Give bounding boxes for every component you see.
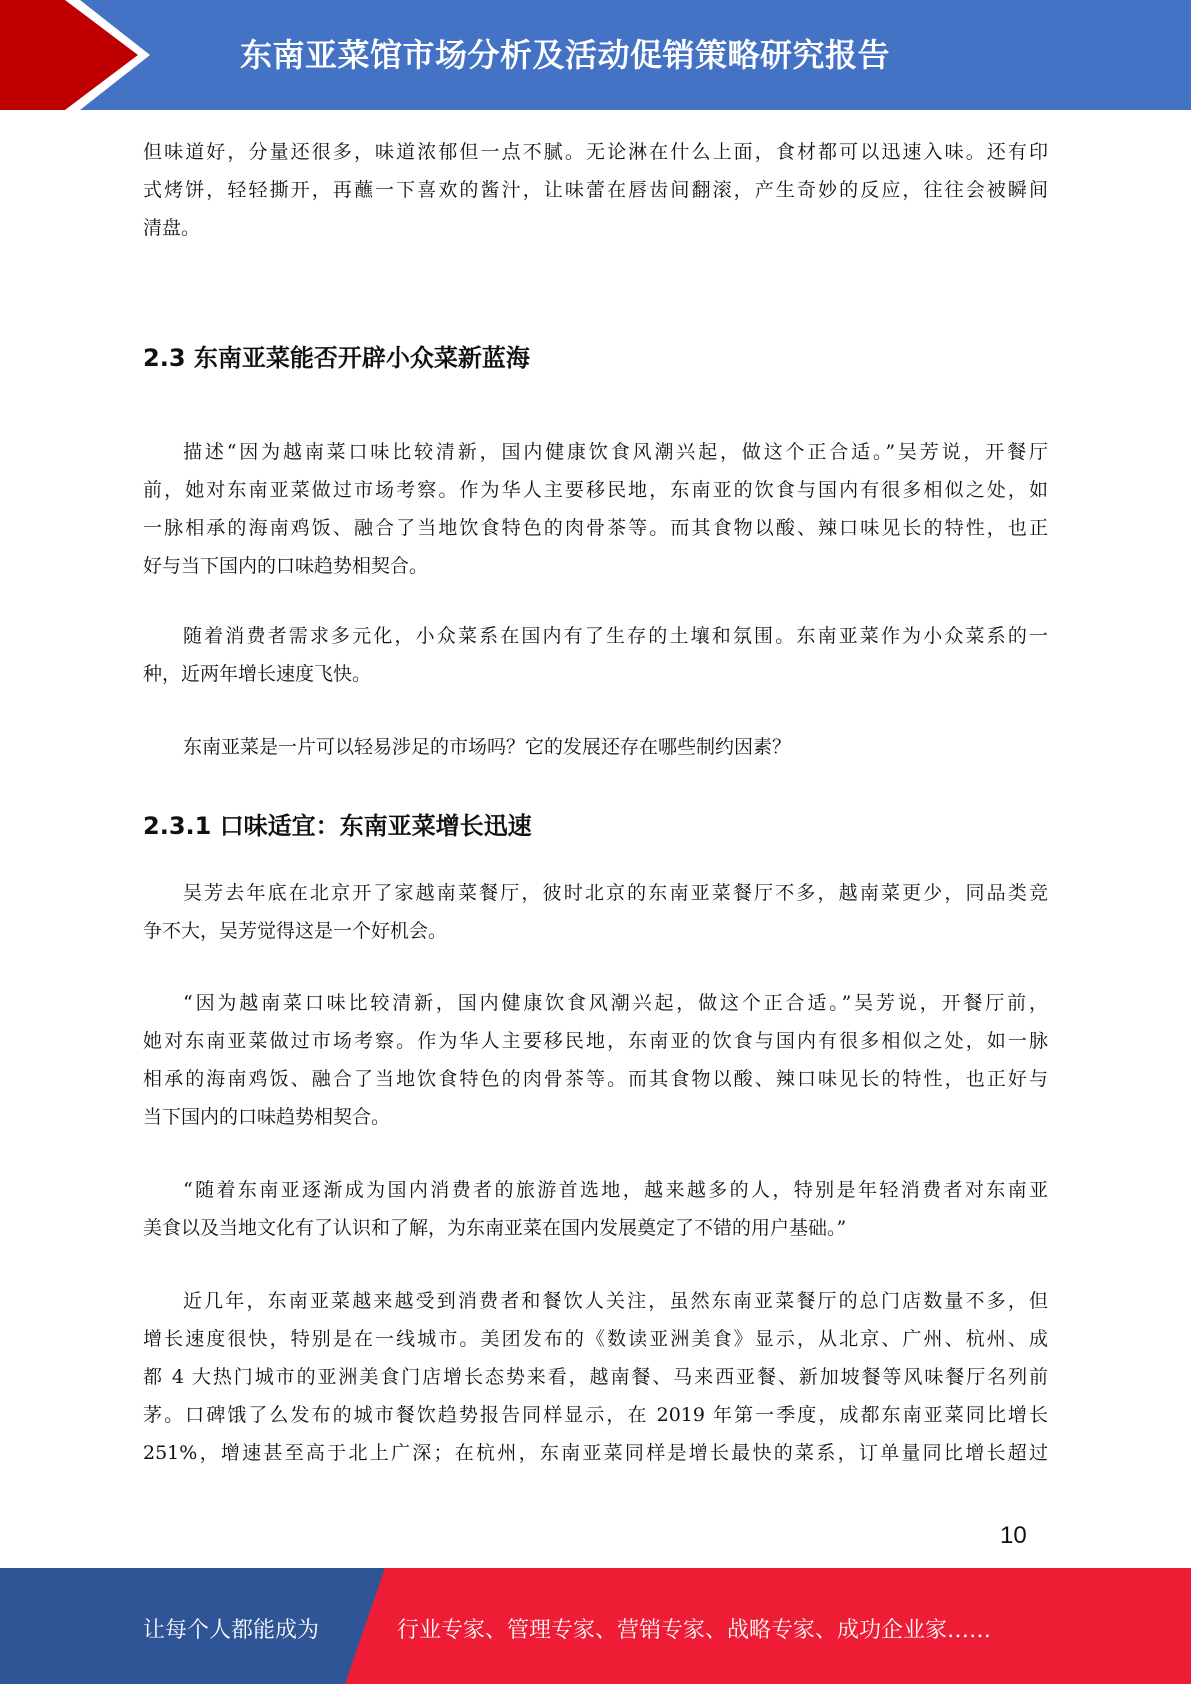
paragraph-line: 种，近两年增长速度飞快。 <box>143 663 372 685</box>
footer-slogan-left: 让每个人都能成为 <box>143 1618 320 1643</box>
paragraph-line: “随着东南亚逐渐成为国内消费者的旅游首选地，越来越多的人，特别是年轻消费者对东南亚 <box>183 1179 1048 1201</box>
paragraph-line: 随着消费者需求多元化，小众菜系在国内有了生存的土壤和氛围。东南亚菜作为小众菜系的一 <box>183 625 1048 647</box>
paragraph-line: 一脉相承的海南鸡饭、融合了当地饮食特色的肉骨茶等。而其食物以酸、辣口味见长的特性，也正 <box>143 517 1048 539</box>
paragraph-line: 吴芳去年底在北京开了家越南菜餐厅，彼时北京的东南亚菜餐厅不多，越南菜更少，同品类竞 <box>183 882 1048 904</box>
paragraph-line: 好与当下国内的口味趋势相契合。 <box>143 555 429 577</box>
paragraph-line: 东南亚菜是一片可以轻易涉足的市场吗？它的发展还存在哪些制约因素？ <box>183 736 792 758</box>
footer-slogan-right: 行业专家、管理专家、营销专家、战略专家、成功企业家…… <box>397 1618 992 1643</box>
report-title: 东南亚菜馆市场分析及活动促销策略研究报告 <box>240 36 891 74</box>
paragraph-line: 251%，增速甚至高于北上广深；在杭州，东南亚菜同样是增长最快的菜系，订单量同比增长超过 <box>143 1442 1048 1464</box>
page-header <box>0 0 1191 110</box>
paragraph-line: 增长速度很快，特别是在一线城市。美团发布的《数读亚洲美食》显示，从北京、广州、杭州、成 <box>143 1328 1048 1350</box>
paragraph-line: 描述“因为越南菜口味比较清新，国内健康饮食风潮兴起，做这个正合适。”吴芳说，开餐厅 <box>183 441 1048 463</box>
section-heading: 2.3.1 口味适宜：东南亚菜增长迅速 <box>143 812 532 840</box>
page-number: 10 <box>1000 1522 1027 1549</box>
paragraph-line: 她对东南亚菜做过市场考察。作为华人主要移民地，东南亚的饮食与国内有很多相似之处，如一脉 <box>143 1030 1048 1052</box>
page-footer <box>0 1568 1191 1684</box>
paragraph-line: 美食以及当地文化有了认识和了解，为东南亚菜在国内发展奠定了不错的用户基础。” <box>143 1217 847 1239</box>
header-chevron-decoration <box>0 0 150 110</box>
paragraph-line: 前，她对东南亚菜做过市场考察。作为华人主要移民地，东南亚的饮食与国内有很多相似之处，如 <box>143 479 1048 501</box>
paragraph-line: 但味道好，分量还很多，味道浓郁但一点不腻。无论淋在什么上面，食材都可以迅速入味。还有印 <box>143 141 1048 163</box>
section-heading: 2.3 东南亚菜能否开辟小众菜新蓝海 <box>143 344 530 372</box>
paragraph-line: 式烤饼，轻轻撕开，再蘸一下喜欢的酱汁，让味蕾在唇齿间翻滚，产生奇妙的反应，往往会被瞬间 <box>143 179 1048 201</box>
paragraph-line: 近几年，东南亚菜越来越受到消费者和餐饮人关注，虽然东南亚菜餐厅的总门店数量不多，但 <box>183 1290 1048 1312</box>
paragraph-line: 清盘。 <box>143 217 201 239</box>
paragraph-line: “因为越南菜口味比较清新，国内健康饮食风潮兴起，做这个正合适。”吴芳说，开餐厅前， <box>183 992 1048 1014</box>
paragraph-line: 争不大，吴芳觉得这是一个好机会。 <box>143 920 448 942</box>
paragraph-line: 相承的海南鸡饭、融合了当地饮食特色的肉骨茶等。而其食物以酸、辣口味见长的特性，也正好与 <box>143 1068 1048 1090</box>
paragraph-line: 都 4 大热门城市的亚洲美食门店增长态势来看，越南餐、马来西亚餐、新加坡餐等风味餐厅名列前 <box>143 1366 1048 1388</box>
paragraph-line: 当下国内的口味趋势相契合。 <box>143 1106 391 1128</box>
paragraph-line: 茅。口碑饿了么发布的城市餐饮趋势报告同样显示，在 2019 年第一季度，成都东南亚菜同比增长 <box>143 1404 1048 1426</box>
